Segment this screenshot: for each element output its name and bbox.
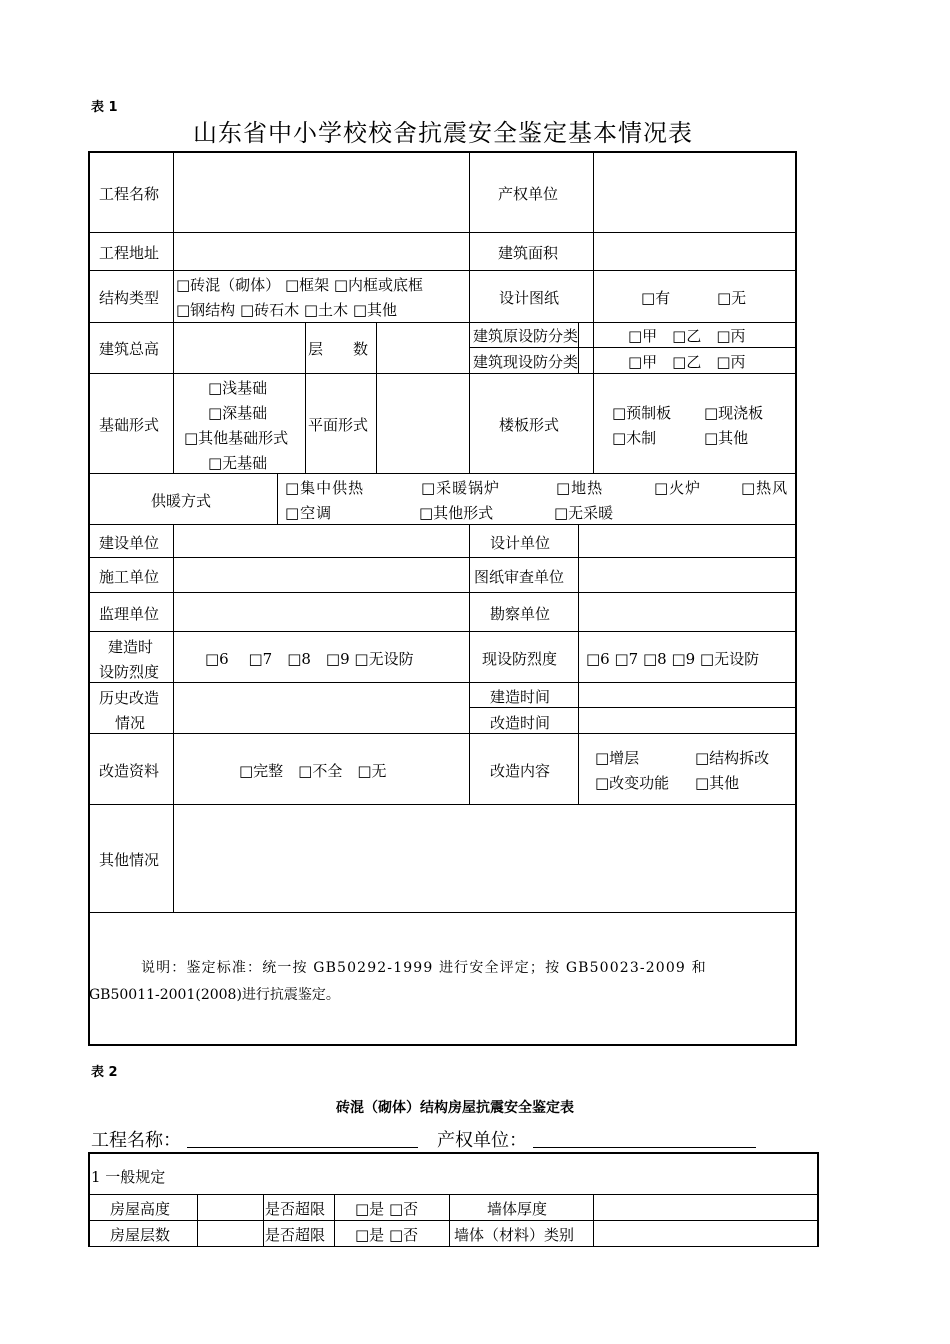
curr-class-label: 建筑现设防分类: [473, 353, 579, 371]
drawing-has-checkbox[interactable]: □有: [641, 289, 671, 307]
house-floors-label: 房屋层数: [110, 1226, 171, 1244]
renov-other-checkbox[interactable]: □其他: [695, 774, 740, 792]
supervise-unit-field[interactable]: [175, 594, 468, 630]
project-name-label: 工程名称: [99, 185, 160, 203]
renov-time-label: 改造时间: [490, 714, 551, 732]
build-intensity-options[interactable]: □6 □7 □8 □9 □无设防: [205, 650, 414, 668]
renov-function-checkbox[interactable]: □改变功能: [595, 774, 670, 792]
build-intensity-label-2: 设防烈度: [99, 663, 160, 681]
owner-unit-label: 产权单位: [498, 185, 559, 203]
table2-title: 砖混（砌体）结构房屋抗震安全鉴定表: [336, 1100, 574, 1116]
construct-unit-label: 施工单位: [99, 568, 160, 586]
note-line-1: 说明：鉴定标准：统一按 GB50292-1999 进行安全评定；按 GB50023-2009 和: [141, 960, 707, 976]
review-unit-label: 图纸审查单位: [474, 568, 565, 586]
renov-doc-label: 改造资料: [99, 762, 160, 780]
build-unit-label: 建设单位: [99, 534, 160, 552]
floor-wood-checkbox[interactable]: □木制: [612, 429, 657, 447]
found-deep-checkbox[interactable]: □深基础: [208, 404, 268, 422]
floor-cast-checkbox[interactable]: □现浇板: [704, 404, 764, 422]
heat-boiler-checkbox[interactable]: □采暖锅炉: [421, 479, 501, 497]
project-name-field[interactable]: [175, 153, 468, 231]
structure-options-line2[interactable]: □钢结构 □砖石木 □土木 □其他: [176, 301, 397, 319]
other-field[interactable]: [175, 806, 795, 911]
review-unit-field[interactable]: [580, 559, 795, 591]
build-time-field[interactable]: [580, 684, 795, 706]
plan-form-field[interactable]: [378, 375, 468, 472]
build-unit-field[interactable]: [175, 526, 468, 556]
heat-air-checkbox[interactable]: □热风: [741, 479, 789, 497]
build-time-label: 建造时间: [490, 688, 551, 706]
wall-type-label: 墙体（材料）类别: [454, 1226, 575, 1244]
building-area-label: 建筑面积: [498, 244, 559, 262]
curr-intensity-options[interactable]: □6 □7 □8 □9 □无设防: [586, 650, 760, 668]
heat-stove-checkbox[interactable]: □火炉: [654, 479, 702, 497]
found-other-checkbox[interactable]: □其他基础形式: [184, 429, 289, 447]
note-line-2: GB50011-2001(2008)进行抗震鉴定。: [89, 987, 340, 1003]
project-address-label: 工程地址: [99, 244, 160, 262]
page-title: 山东省中小学校校舍抗震安全鉴定基本情况表: [193, 119, 693, 147]
table2-label: 表 2: [91, 1065, 118, 1080]
heat-floor-checkbox[interactable]: □地热: [556, 479, 604, 497]
other-label: 其他情况: [99, 851, 160, 869]
total-height-label: 建筑总高: [99, 340, 160, 358]
renov-time-field[interactable]: [580, 709, 795, 732]
supervise-unit-label: 监理单位: [99, 605, 160, 623]
total-height-field[interactable]: [175, 324, 304, 372]
history-label-1: 历史改造: [99, 689, 160, 707]
orig-class-options[interactable]: □甲 □乙 □丙: [628, 327, 746, 345]
design-unit-label: 设计单位: [490, 534, 551, 552]
heat-none-checkbox[interactable]: □无采暖: [554, 504, 614, 522]
plan-form-label: 平面形式: [308, 416, 369, 434]
t2-owner-unit-label: 产权单位：: [437, 1130, 527, 1151]
floor-form-label: 楼板形式: [499, 416, 560, 434]
exceed-label-1: 是否超限: [265, 1200, 326, 1218]
heat-central-checkbox[interactable]: □集中供热: [285, 479, 365, 497]
floor-other-checkbox[interactable]: □其他: [704, 429, 749, 447]
t2-section-title: 1 一般规定: [91, 1168, 166, 1186]
design-drawing-label: 设计图纸: [499, 289, 560, 307]
house-floors-field[interactable]: [199, 1222, 262, 1245]
house-height-label: 房屋高度: [110, 1200, 171, 1218]
curr-class-options[interactable]: □甲 □乙 □丙: [628, 353, 746, 371]
building-area-field[interactable]: [595, 234, 795, 269]
floors-field[interactable]: [378, 324, 468, 372]
floor-precast-checkbox[interactable]: □预制板: [612, 404, 672, 422]
exceed-label-2: 是否超限: [265, 1226, 326, 1244]
exceed-options-1[interactable]: □是 □否: [355, 1200, 419, 1218]
renov-structure-checkbox[interactable]: □结构拆改: [695, 749, 770, 767]
table1-label: 表 1: [91, 100, 118, 115]
build-intensity-label-1: 建造时: [108, 638, 154, 656]
floors-label: 层 数: [308, 340, 369, 358]
curr-intensity-label: 现设防烈度: [482, 650, 558, 668]
renov-add-floor-checkbox[interactable]: □增层: [595, 749, 640, 767]
wall-thickness-label: 墙体厚度: [487, 1200, 548, 1218]
renov-doc-options[interactable]: □完整 □不全 □无: [239, 762, 387, 780]
structure-type-label: 结构类型: [99, 289, 160, 307]
owner-unit-field[interactable]: [595, 153, 795, 231]
wall-type-field[interactable]: [595, 1222, 817, 1245]
t2-owner-unit-field[interactable]: [533, 1147, 756, 1148]
found-none-checkbox[interactable]: □无基础: [208, 454, 268, 472]
survey-unit-field[interactable]: [580, 594, 795, 630]
heat-ac-checkbox[interactable]: □空调: [285, 504, 333, 522]
heating-label: 供暖方式: [151, 492, 212, 510]
wall-thickness-field[interactable]: [595, 1196, 817, 1219]
exceed-options-2[interactable]: □是 □否: [355, 1226, 419, 1244]
heat-other-checkbox[interactable]: □其他形式: [419, 504, 494, 522]
foundation-label: 基础形式: [99, 416, 160, 434]
found-shallow-checkbox[interactable]: □浅基础: [208, 379, 268, 397]
design-unit-field[interactable]: [580, 526, 795, 556]
survey-unit-label: 勘察单位: [490, 605, 551, 623]
project-address-field[interactable]: [175, 234, 468, 269]
house-height-field[interactable]: [199, 1196, 262, 1219]
orig-class-label: 建筑原设防分类: [473, 327, 579, 345]
renov-content-label: 改造内容: [490, 762, 551, 780]
history-label-2: 情况: [115, 714, 146, 732]
t2-project-name-label: 工程名称：: [91, 1130, 181, 1151]
t2-project-name-field[interactable]: [187, 1147, 418, 1148]
drawing-none-checkbox[interactable]: □无: [717, 289, 747, 307]
construct-unit-field[interactable]: [175, 559, 468, 591]
structure-options-line1[interactable]: □砖混（砌体） □框架 □内框或底框: [176, 276, 424, 294]
history-field[interactable]: [175, 684, 468, 732]
